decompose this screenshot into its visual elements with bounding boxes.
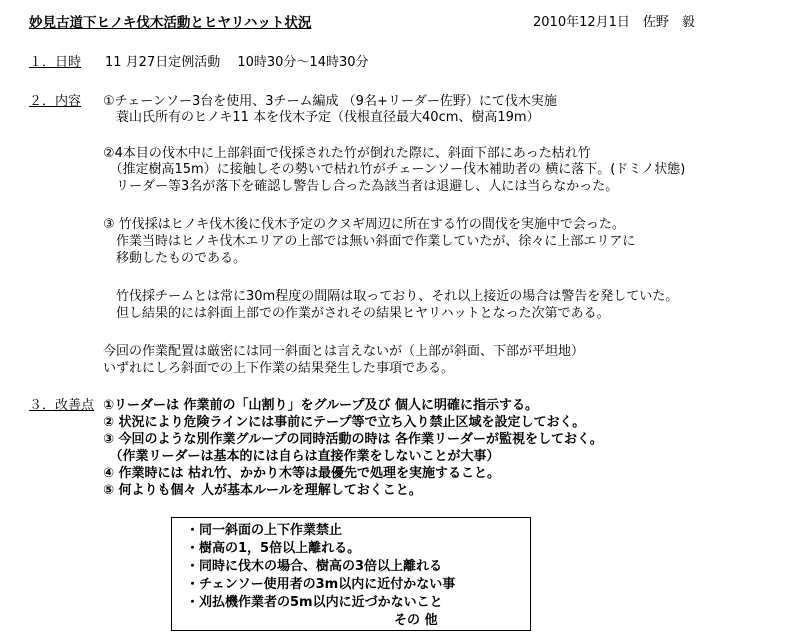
content-line: ③ 竹伐採はヒノキ伐木後に伐木予定のクヌギ周辺に所在する竹の間伐を実施中で会った。 [103,217,625,232]
content-line: いずれにしろ斜面での上下作業の結果発生した事項である。 [103,361,455,376]
content-line: ②4本目の伐木中に上部斜面で伐採された竹が倒れた際に、斜面下部にあった枯れ竹 [103,146,591,161]
document-title: 妙見古道下ヒノキ伐木活動とヒヤリハット状況 [29,15,312,31]
rule-footer: その 他 [394,613,438,628]
content-line: リーダー等3名が落下を確認し警告し合った為該当者は退避し、人には当らなかった。 [103,179,619,194]
content-line: ①チェーンソー3台を使用、3チーム編成 （9名+リーダー佐野）にて伐木実施 [103,94,557,109]
section-1-label: １．日時 [29,55,82,70]
content-line: 竹伐採チームとは常に30m程度の間隔は取っており、それ以上接近の場合は警告を発していた。 [103,289,679,304]
improvement-line: （作業リーダーは基本的には自らは直接作業をしないことが大事） [103,449,500,464]
rule-item: ・同時に伐木の場合、樹高の3倍以上離れる [186,559,443,574]
improvement-line: ③ 今回のような別作業グループの同時活動の時は 各作業リーダーが監視をしておく。 [103,432,603,447]
rules-box [171,517,531,631]
content-line: 但し結果的には斜面上部での作業がされその結果ヒヤリハットとなった次第である。 [103,306,610,321]
improvement-line: ⑤ 何よりも個々 人が基本ルールを理解しておくこと。 [103,483,422,498]
improvement-line: ④ 作業時には 枯れ竹、かかり木等は最優先で処理を実施すること。 [103,466,501,481]
improvement-line: ①リーダーは 作業前の「山割り」をグループ及び 個人に明確に指示する。 [103,398,539,413]
content-line: 作業当時はヒノキ伐木エリアの上部では無い斜面で作業していたが、徐々に上部エリアに [103,234,636,249]
section-2-label: ２．内容 [29,94,82,109]
content-line: 蓑山氏所有のヒノキ11 本を伐木予定（伐根直径最大40cm、樹高19m） [103,110,540,125]
content-line: （推定樹高15m）に接触しその勢いで枯れ竹がチェーンソー伐木補助者の 横に落下。(ドミノ状態) [103,162,686,177]
date-author: 2010年12月1日 佐野 毅 [533,15,695,30]
content-line: 今回の作業配置は厳密には同一斜面とは言えないが（上部が斜面、下部が平坦地） [103,344,585,359]
rule-item: ・同一斜面の上下作業禁止 [186,523,343,538]
rule-item: ・チェンソー使用者の3m以内に近付かない事 [186,577,456,592]
improvement-line: ② 状況により危険ラインには事前にテープ等で立ち入り禁止区域を設定しておく。 [103,415,586,430]
section-3-label: ３．改善点 [29,398,95,413]
rule-item: ・樹高の1，5倍以上離れる。 [186,541,361,556]
rule-item: ・刈払機作業者の5m以内に近づかないこと [186,595,443,610]
section-1-text: 11 月27日定例活動 10時30分～14時30分 [105,55,369,70]
content-line: 移動したものである。 [103,251,247,266]
